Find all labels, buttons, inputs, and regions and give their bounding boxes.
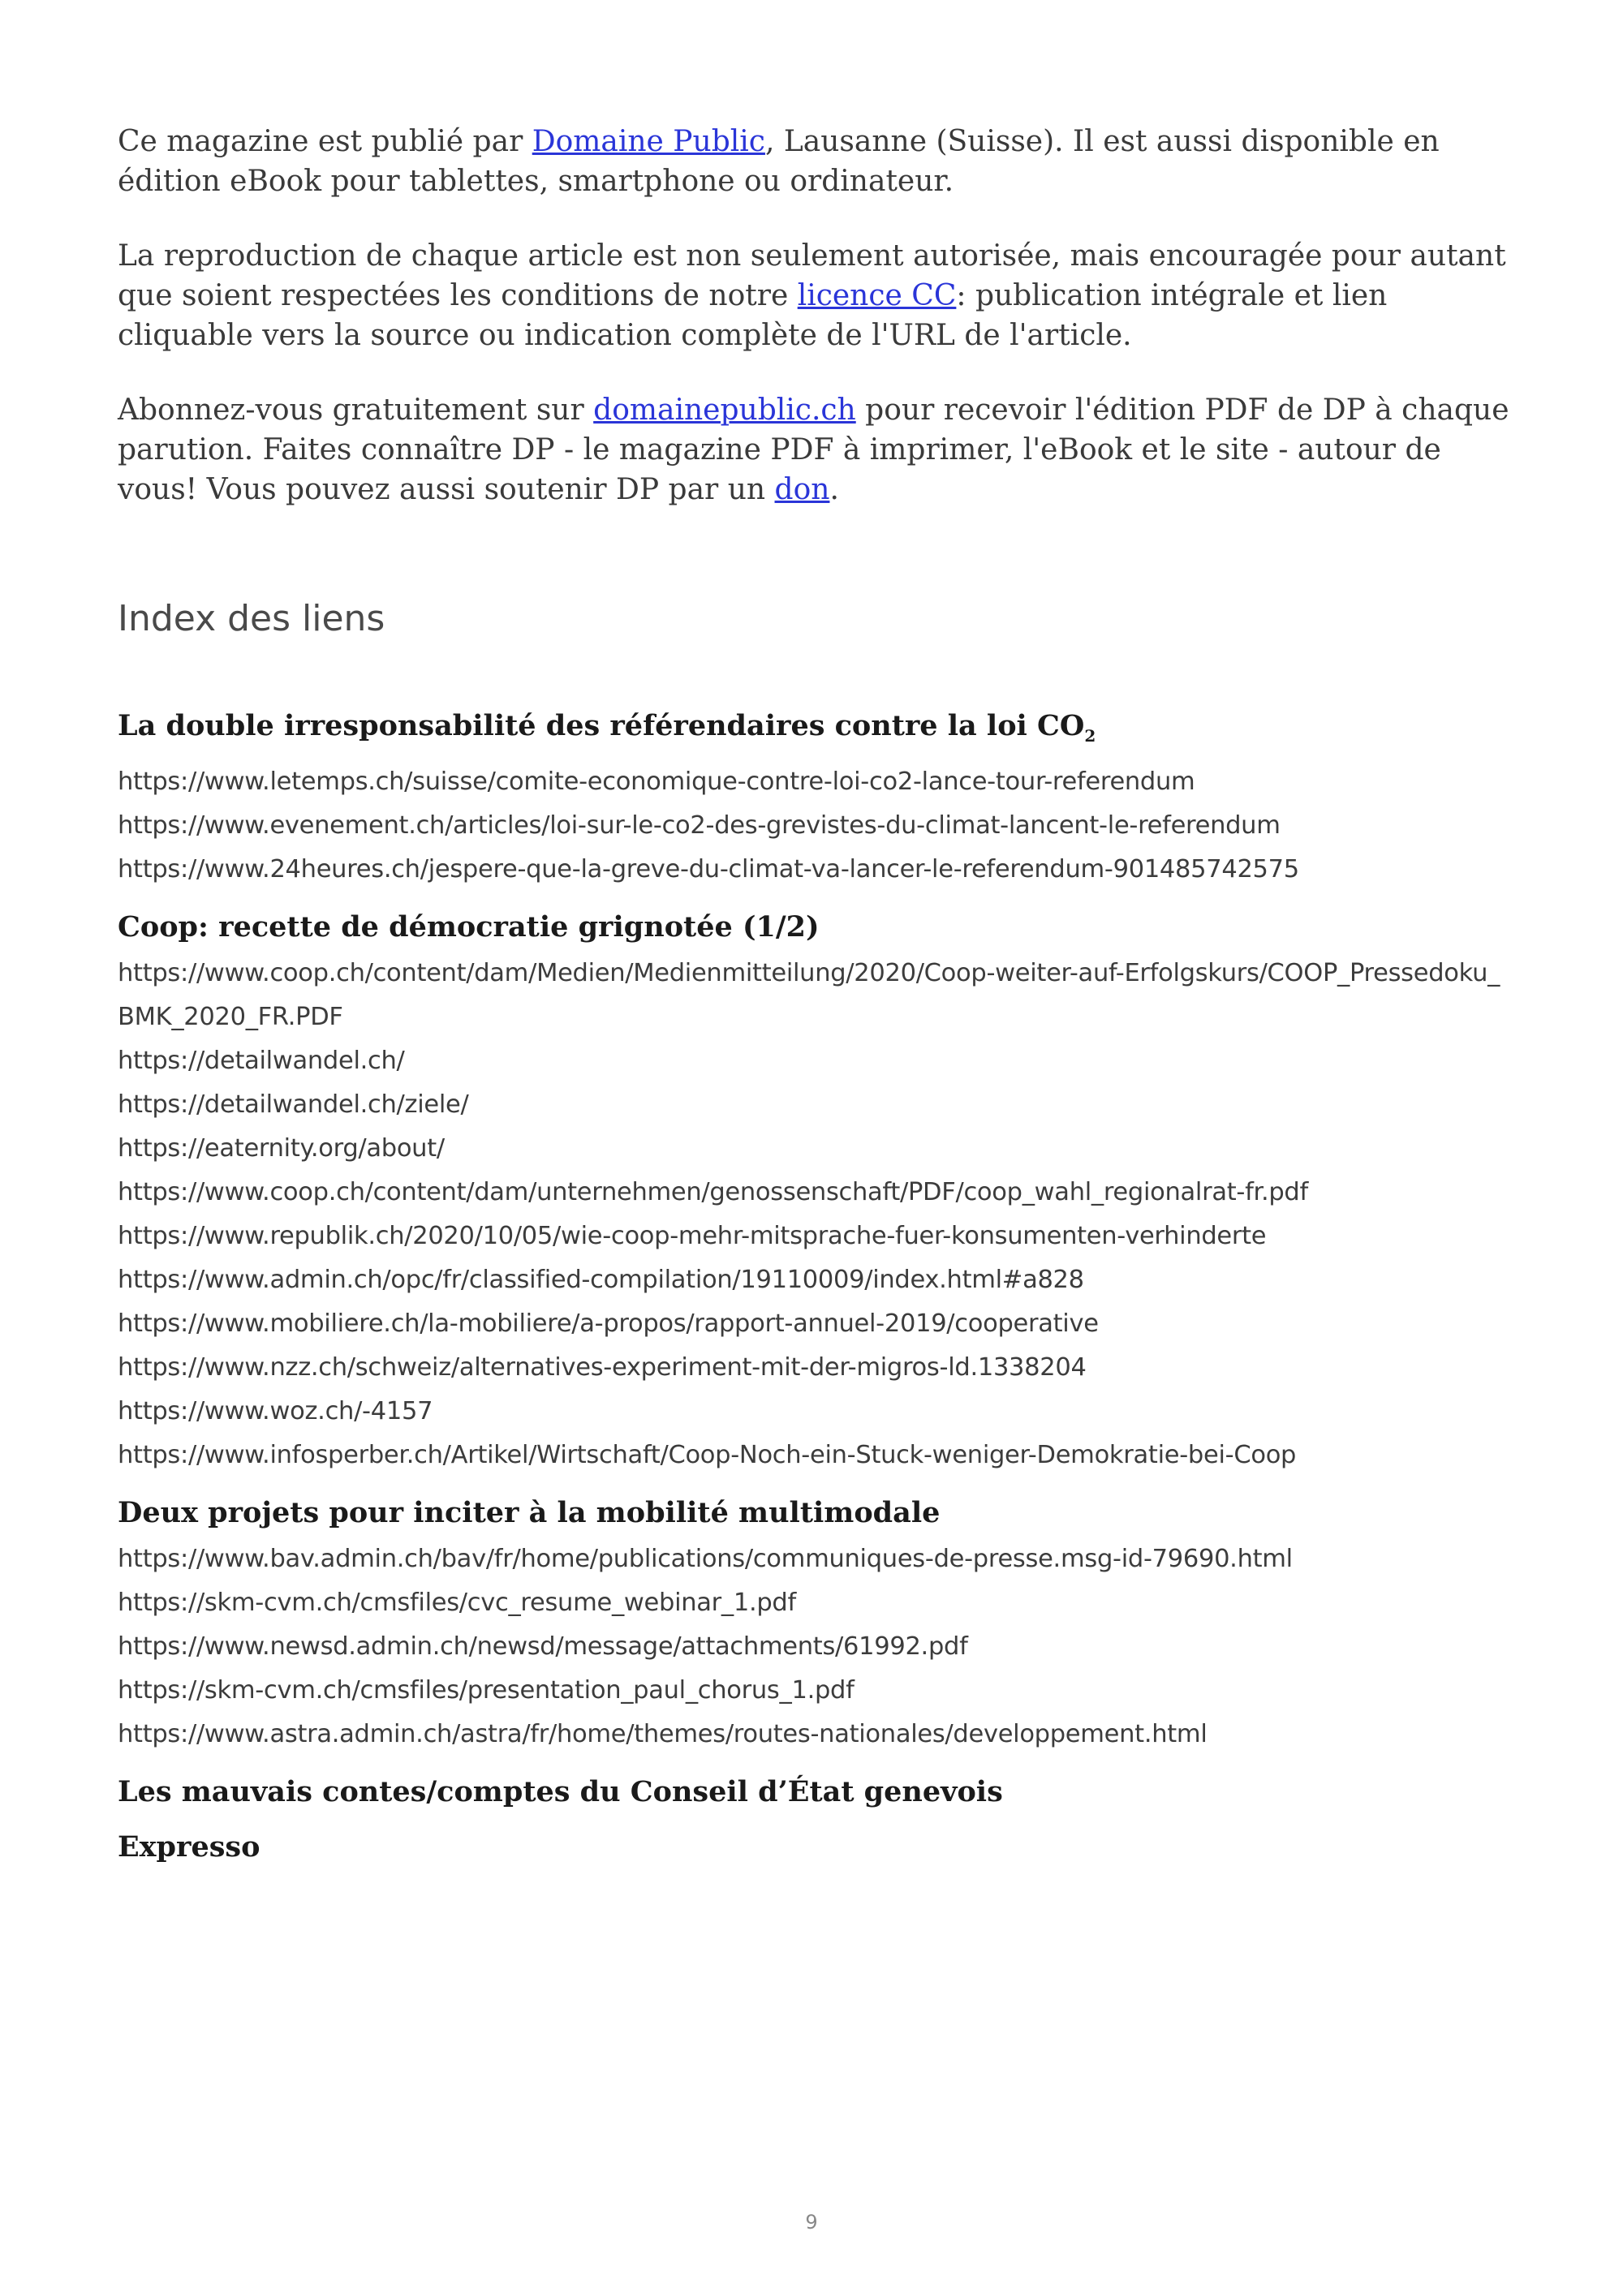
intro-text: : publication intégrale et lien cliquable vers la source ou indication complète de l'URL de l'article. — [118, 279, 1388, 352]
link-url[interactable]: https://www.letemps.ch/suisse/comite-economique-contre-loi-co2-lance-tour-referendum — [118, 767, 1195, 796]
intro-text: Abonnez-vous gratuitement sur — [118, 393, 594, 427]
link-url[interactable]: https://eaternity.org/about/ — [118, 1134, 445, 1163]
article-title — [118, 1773, 1513, 1812]
article-title-subscript: 2 — [1084, 726, 1096, 746]
link-list — [118, 952, 1513, 1477]
article-entry — [118, 908, 1513, 1477]
article-title-text: Deux projets pour inciter à la mobilité multimodale — [118, 1496, 941, 1529]
link-url[interactable]: https://skm-cvm.ch/cmsfiles/presentation_paul_chorus_1.pdf — [118, 1676, 855, 1705]
page-number: 9 — [805, 2211, 818, 2234]
link-url[interactable]: https://www.woz.ch/-4157 — [118, 1397, 433, 1425]
intro-text: pour recevoir l'édition PDF de DP à chaque parution. Faites connaître DP - le magazine PDF à imprimer, l'eBook et le site - autour de vous! Vous pouvez aussi soutenir DP par un — [118, 393, 1509, 506]
article-link-index — [118, 707, 1513, 1867]
licence-cc-link[interactable]: licence CC — [797, 279, 957, 312]
link-url[interactable]: https://www.astra.admin.ch/astra/fr/home/themes/routes-nationales/developpement.html — [118, 1720, 1208, 1748]
link-url[interactable]: https://www.admin.ch/opc/fr/classified-compilation/19110009/index.html#a828 — [118, 1266, 1084, 1294]
link-url[interactable]: https://www.coop.ch/content/dam/unternehmen/genossenschaft/PDF/coop_wahl_regionalrat-fr.pdf — [118, 1178, 1308, 1206]
link-url[interactable]: https://www.nzz.ch/schweiz/alternatives-experiment-mit-der-migros-ld.1338204 — [118, 1353, 1087, 1382]
index-title: Index des liens — [118, 598, 385, 639]
article-title — [118, 908, 1513, 947]
link-url[interactable]: https://www.evenement.ch/articles/loi-sur-le-co2-des-grevistes-du-climat-lancent-le-referendum — [118, 811, 1281, 840]
don-link[interactable]: don — [774, 473, 830, 506]
link-url[interactable]: https://skm-cvm.ch/cmsfiles/cvc_resume_webinar_1.pdf — [118, 1589, 796, 1617]
link-url[interactable]: https://www.republik.ch/2020/10/05/wie-coop-mehr-mitsprache-fuer-konsumenten-verhinderte — [118, 1222, 1267, 1250]
article-title-text: Les mauvais contes/comptes du Conseil d’État genevois — [118, 1775, 1003, 1808]
link-url[interactable]: https://www.newsd.admin.ch/newsd/message/attachments/61992.pdf — [118, 1632, 968, 1661]
link-url[interactable]: https://detailwandel.ch/ziele/ — [118, 1090, 469, 1119]
link-list — [118, 760, 1513, 892]
intro-paragraph-license — [118, 236, 1513, 355]
article-title-text: La double irresponsabilité des référendaires contre la loi CO — [118, 709, 1085, 742]
article-title-text: Coop: recette de démocratie grignotée (1/2) — [118, 910, 820, 944]
article-entry — [118, 1773, 1513, 1812]
article-title — [118, 1494, 1513, 1533]
link-list — [118, 1537, 1513, 1756]
article-entry — [118, 1494, 1513, 1756]
link-url[interactable]: https://www.24heures.ch/jespere-que-la-greve-du-climat-va-lancer-le-referendum-901485742575 — [118, 855, 1299, 884]
intro-text: Ce magazine est publié par — [118, 125, 532, 158]
domaine-public-link[interactable]: Domaine Public — [532, 125, 765, 158]
link-url[interactable]: https://www.infosperber.ch/Artikel/Wirtschaft/Coop-Noch-ein-Stuck-weniger-Demokratie-bei-Coop — [118, 1441, 1297, 1469]
article-entry — [118, 1828, 1513, 1867]
article-title — [118, 1828, 1513, 1867]
article-title — [118, 707, 1513, 755]
domainepublic-link[interactable]: domainepublic.ch — [593, 393, 856, 427]
link-url[interactable]: https://www.mobiliere.ch/la-mobiliere/a-propos/rapport-annuel-2019/cooperative — [118, 1309, 1099, 1338]
article-entry — [118, 707, 1513, 892]
document-page — [118, 122, 1513, 1883]
link-url[interactable]: https://www.bav.admin.ch/bav/fr/home/publications/communiques-de-presse.msg-id-79690.html — [118, 1545, 1293, 1573]
intro-text: , Lausanne (Suisse). Il est aussi disponible en édition eBook pour tablettes, smartphone ou ordinateur. — [118, 125, 1440, 198]
link-url[interactable]: https://detailwandel.ch/ — [118, 1047, 405, 1075]
intro-paragraph-publisher — [118, 122, 1513, 201]
link-url[interactable]: https://www.coop.ch/content/dam/Medien/Medienmitteilung/2020/Coop-weiter-auf-Erfolgskurs/COOP_Pressedoku_BMK_2020_FR.PDF — [118, 959, 1500, 1031]
intro-paragraph-subscribe — [118, 390, 1513, 510]
intro-text: La reproduction de chaque article est non seulement autorisée, mais encouragée pour autant que soient respectées les conditions de notre — [118, 239, 1506, 312]
article-title-text: Expresso — [118, 1830, 260, 1864]
intro-text: . — [829, 473, 839, 506]
